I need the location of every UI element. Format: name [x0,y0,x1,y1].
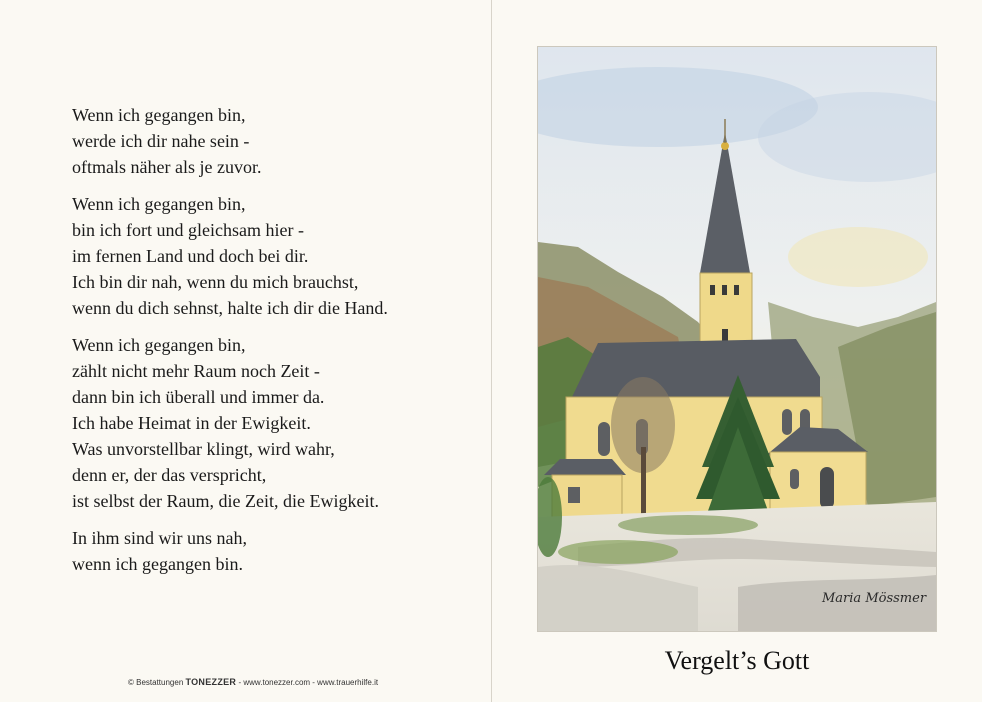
artist-signature: Maria Mössmer [822,591,927,606]
poem-line: dann bin ich überall und immer da. [72,387,325,407]
card-caption: Vergelt’s Gott [664,646,810,675]
poem-line: Ich habe Heimat in der Ewigkeit. [72,413,311,433]
publisher-credit [128,677,378,687]
poem-line: Wenn ich gegangen bin, [72,105,246,125]
poem-line: im fernen Land und doch bei dir. [72,246,309,266]
poem-line: Wenn ich gegangen bin, [72,194,246,214]
poem-stanza [72,525,472,577]
poem-line: wenn du dich sehnst, halte ich dir die Hand. [72,298,388,318]
poem-line: denn er, der das verspricht, [72,465,267,485]
poem-line: wenn ich gegangen bin. [72,554,243,574]
poem-line: zählt nicht mehr Raum noch Zeit - [72,361,320,381]
poem-stanza [72,332,472,514]
poem-line: In ihm sind wir uns nah, [72,528,247,548]
credit-prefix: © Bestattungen [128,678,186,687]
poem-line: oftmals näher als je zuvor. [72,157,262,177]
poem-stanza [72,191,472,321]
right-page [492,0,982,702]
poem [72,102,472,588]
church-illustration [538,47,936,631]
poem-line: Was unvorstellbar klingt, wird wahr, [72,439,335,459]
poem-line: Ich bin dir nah, wenn du mich brauchst, [72,272,359,292]
poem-stanza [72,102,472,180]
poem-line: Wenn ich gegangen bin, [72,335,246,355]
poem-line: ist selbst der Raum, die Zeit, die Ewigkeit. [72,491,379,511]
credit-suffix: - www.tonezzer.com - www.trauerhilfe.it [236,678,379,687]
poem-line: bin ich fort und gleichsam hier - [72,220,304,240]
poem-line: werde ich dir nahe sein - [72,131,250,151]
credit-brand: TONEZZER [185,677,237,687]
church-watercolor-painting [537,46,937,632]
